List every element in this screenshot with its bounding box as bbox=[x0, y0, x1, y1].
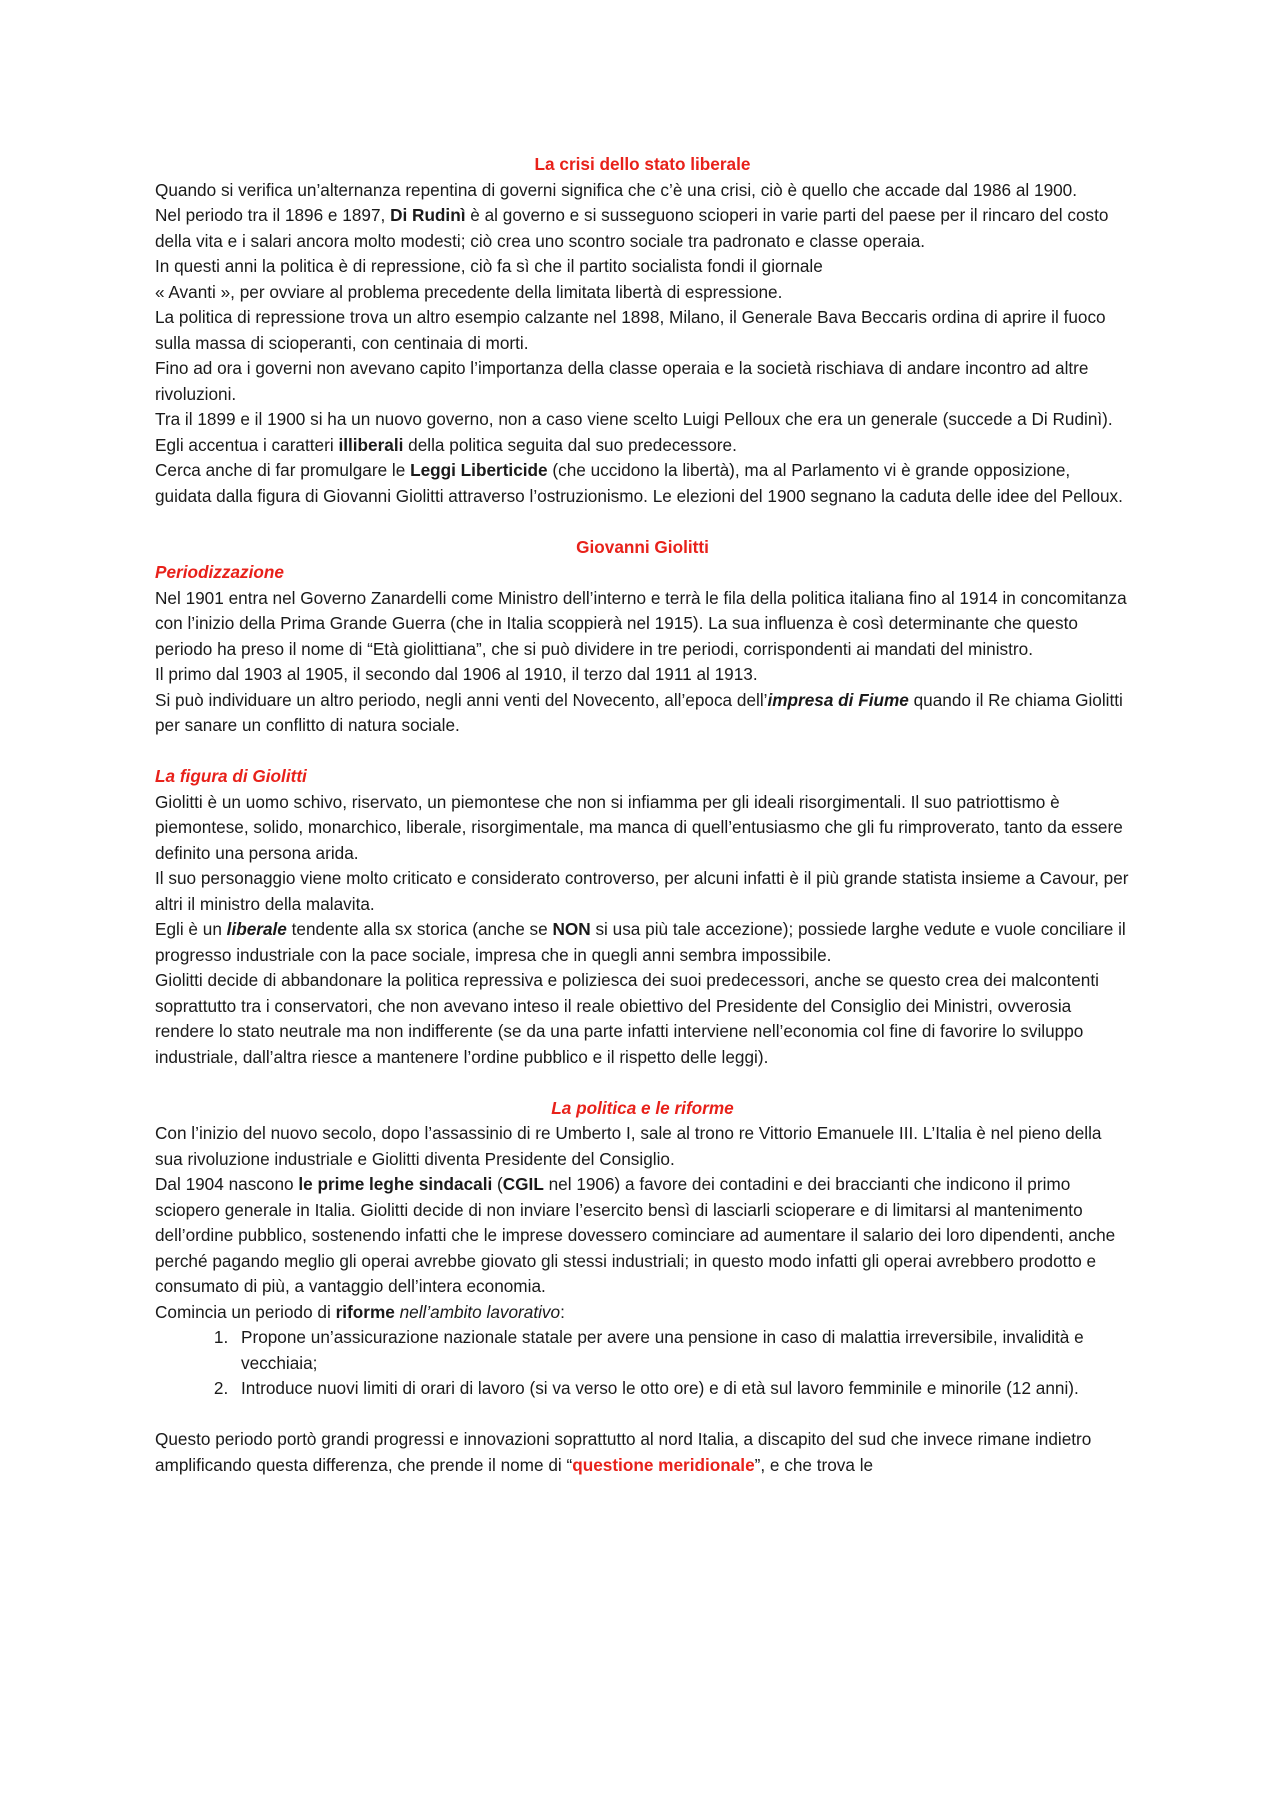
paragraph: Giolitti decide di abbandonare la politica repressiva e poliziesca dei suoi predecessori, anche se questo crea dei malcontenti soprattutto tra i conservatori, che non avevano inteso il reale obiettivo del Presidente del Consiglio dei Ministri, ovverosia rendere lo stato neutrale ma non indifferente (se da una parte infatti interviene nell’economia col fine di favorire lo sviluppo industriale, dall’altra riesce a mantenere l’ordine pubblico e il rispetto delle leggi). bbox=[155, 970, 1099, 1067]
paragraph: Il suo personaggio viene molto criticato e considerato controverso, per alcuni infatti è il più grande statista insieme a Cavour, per altri il ministro della malavita. bbox=[155, 868, 1129, 914]
paragraph: Nel 1901 entra nel Governo Zanardelli come Ministro dell’interno e terrà le fila della politica italiana fino al 1914 in concomitanza con l’inizio della Prima Grande Guerra (che in Italia scoppierà nel 1915). La sua influenza è così determinante che questo periodo ha preso il nome di “Età giolittiana”, che si può dividere in tre periodi, corrispondenti ai mandati del ministro. bbox=[155, 587, 1127, 659]
section-title-giolitti: Giovanni Giolitti bbox=[576, 536, 709, 557]
highlight-term: questione meridionale bbox=[572, 1454, 755, 1475]
reform-list bbox=[155, 1325, 1130, 1402]
paragraph: Il primo dal 1903 al 1905, il secondo dal 1906 al 1910, il terzo dal 1911 al 1913. bbox=[155, 664, 758, 684]
paragraph: Giolitti è un uomo schivo, riservato, un piemontese che non si infiamma per gli ideali risorgimentali. Il suo patriottismo è piemontese, solido, monarchico, liberale, risorgimentale, ma manca di quell’entusiasmo che gli fu rimproverato, tanto da essere definito una persona arida. bbox=[155, 791, 1123, 863]
paragraph: In questi anni la politica è di repressione, ciò fa sì che il partito socialista fondi il giornale « Avanti », per ovviare al problema precedente della limitata libertà di espressione. bbox=[155, 256, 823, 302]
paragraph: Dal 1904 nascono le prime leghe sindacali (CGIL nel 1906) a favore dei contadini e dei braccianti che indicono il primo sciopero generale in Italia. Giolitti decide di non inviare l’esercito bensì di lasciarli scioperare e di limitarsi al mantenimento dell’ordine pubblico, sostenendo infatti che le imprese dovessero cominciare ad aumentare il salario dei loro dipendenti, anche perché pagando meglio gli operai avrebbe giovato gli stessi industriali; in questo modo infatti gli operai avrebbero prodotto e consumato di più, a vantaggio dell’intera economia. bbox=[155, 1174, 1116, 1296]
bold-term: CGIL bbox=[502, 1174, 544, 1194]
paragraph: Nel periodo tra il 1896 e 1897, Di Rudinì è al governo e si susseguono scioperi in varie parti del paese per il rincaro del costo della vita e i salari ancora molto modesti; ciò crea uno scontro sociale tra padronato e classe operaia. bbox=[155, 205, 1109, 251]
bold-italic-term: impresa di Fiume bbox=[767, 689, 909, 710]
paragraph: Con l’inizio del nuovo secolo, dopo l’assassinio di re Umberto I, sale al trono re Vittorio Emanuele III. L’Italia è nel pieno della sua rivoluzione industriale e Giolitti diventa Presidente del Consiglio. bbox=[155, 1123, 1102, 1169]
section-title-riforme: La politica e le riforme bbox=[551, 1097, 734, 1118]
list-item: 2. Introduce nuovi limiti di orari di lavoro (si va verso le otto ore) e di età sul lavoro femminile e minorile (12 anni). bbox=[233, 1376, 1130, 1402]
bold-term: Di Rudinì bbox=[390, 205, 466, 225]
paragraph: Comincia un periodo di riforme nell’ambito lavorativo: bbox=[155, 1301, 565, 1322]
italic-term: nell’ambito lavorativo bbox=[399, 1301, 561, 1322]
bold-term: riforme bbox=[335, 1301, 395, 1322]
paragraph: Questo periodo portò grandi progressi e innovazioni soprattutto al nord Italia, a discapito del sud che invece rimane indietro amplificando questa differenza, che prende il nome di “questione meridionale”, e che trova le bbox=[155, 1429, 1092, 1475]
bold-italic-term: liberale bbox=[226, 919, 287, 939]
paragraph: La politica di repressione trova un altro esempio calzante nel 1898, Milano, il Generale Bava Beccaris ordina di aprire il fuoco sulla massa di scioperanti, con centinaia di morti. bbox=[155, 307, 1106, 353]
paragraph: Si può individuare un altro periodo, negli anni venti del Novecento, all’epoca dell’impresa di Fiume quando il Re chiama Giolitti per sanare un conflitto di natura sociale. bbox=[155, 689, 1123, 735]
document-page bbox=[155, 152, 1130, 1478]
subheading-periodizzazione: Periodizzazione bbox=[155, 562, 284, 582]
bold-term: Leggi Liberticide bbox=[410, 460, 548, 480]
paragraph: Quando si verifica un’alternanza repentina di governi significa che c’è una crisi, ciò è quello che accade dal 1986 al 1900. bbox=[155, 179, 1078, 200]
section-title-crisi: La crisi dello stato liberale bbox=[534, 154, 751, 174]
paragraph: Cerca anche di far promulgare le Leggi Liberticide (che uccidono la libertà), ma al Parlamento vi è grande opposizione, guidata dalla figura di Giovanni Giolitti attraverso l’ostruzionismo. Le elezioni del 1900 segnano la caduta delle idee del Pelloux. bbox=[155, 460, 1123, 506]
bold-term: NON bbox=[552, 919, 591, 939]
bold-term: le prime leghe sindacali bbox=[298, 1174, 493, 1194]
paragraph: Fino ad ora i governi non avevano capito l’importanza della classe operaia e la società rischiava di andare incontro ad altre rivoluzioni. bbox=[155, 358, 1089, 404]
list-item: 1. Propone un’assicurazione nazionale statale per avere una pensione in caso di malattia irreversibile, invalidità e vecchiaia; bbox=[233, 1325, 1130, 1376]
subheading-figura: La figura di Giolitti bbox=[155, 766, 307, 786]
paragraph: Tra il 1899 e il 1900 si ha un nuovo governo, non a caso viene scelto Luigi Pelloux che era un generale (succede a Di Rudinì). Egli accentua i caratteri illiberali della politica seguita dal suo predecessore. bbox=[155, 409, 1113, 455]
bold-term: illiberali bbox=[338, 434, 404, 455]
paragraph: Egli è un liberale tendente alla sx storica (anche se NON si usa più tale accezione); possiede larghe vedute e vuole conciliare il progresso industriale con la pace sociale, impresa che in quegli anni sembra impossibile. bbox=[155, 919, 1126, 965]
